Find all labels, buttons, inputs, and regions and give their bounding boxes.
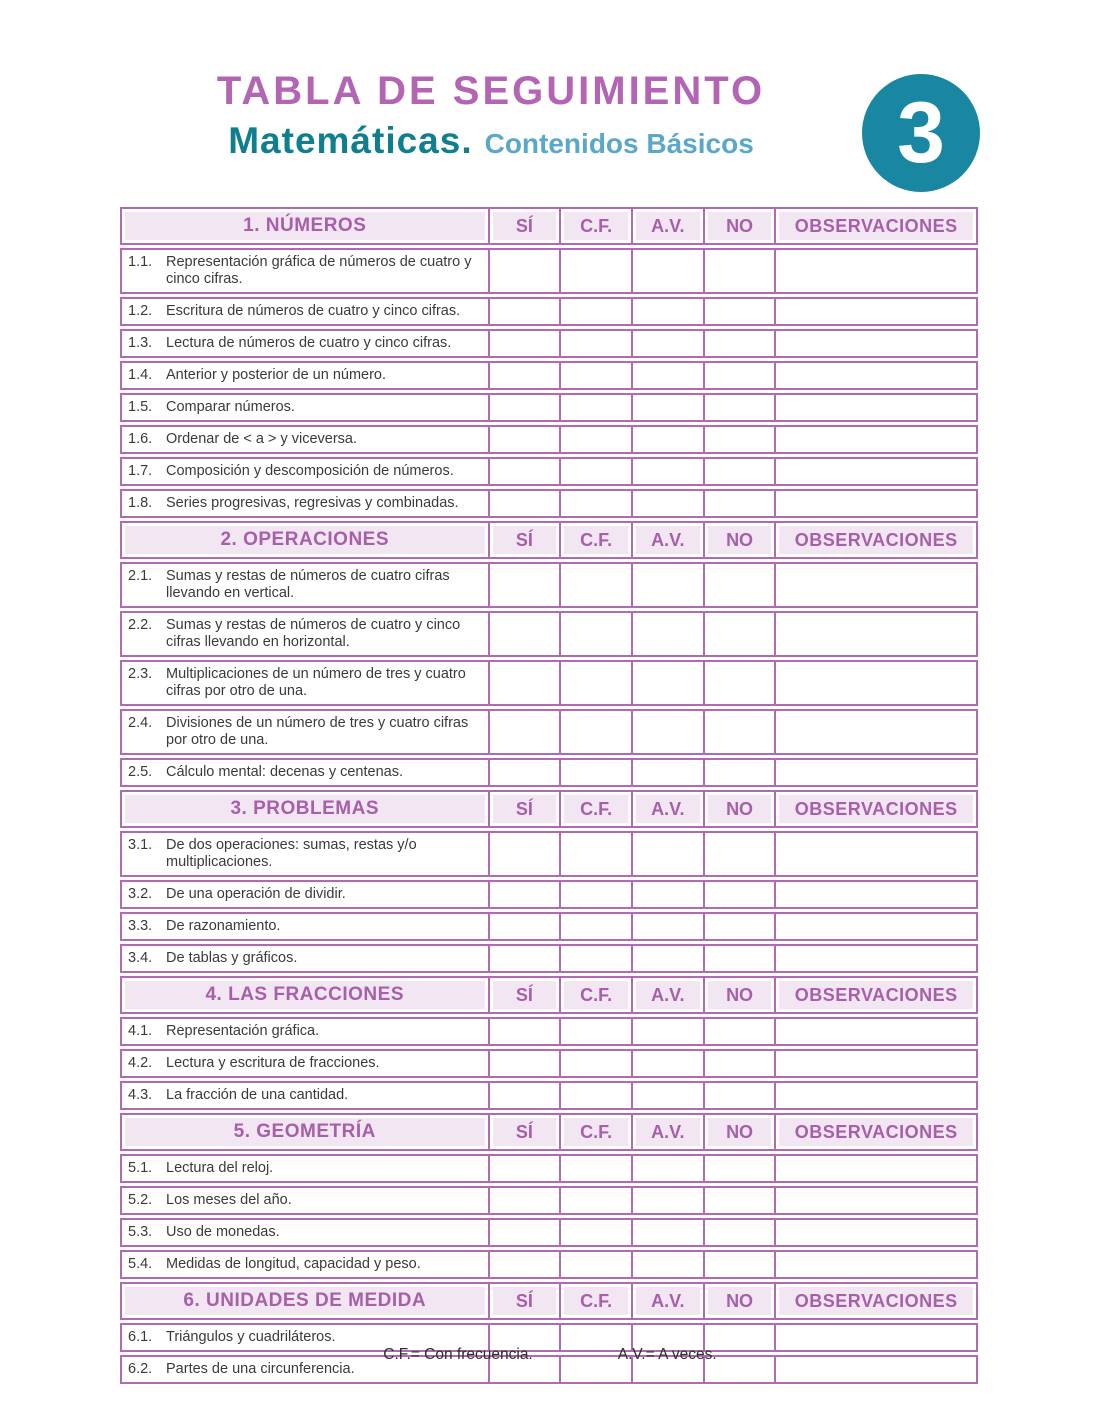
answer-cell-si[interactable] bbox=[488, 613, 560, 655]
answer-cell-cf[interactable] bbox=[559, 760, 631, 785]
column-header-si: SÍ bbox=[488, 523, 560, 557]
item-number: 2.4. bbox=[128, 715, 153, 731]
item-description-cell bbox=[122, 331, 488, 356]
item-text: Ordenar de < a > y viceversa. bbox=[166, 431, 358, 447]
answer-cell-no[interactable] bbox=[703, 1051, 775, 1076]
item-number: 6.1. bbox=[128, 1329, 153, 1345]
column-header-si: SÍ bbox=[488, 978, 560, 1012]
answer-cell-si[interactable] bbox=[488, 250, 560, 292]
item-text: Sumas y restas de números de cuatro y cinco cifras llevando en horizontal. bbox=[166, 617, 461, 650]
answer-cell-av[interactable] bbox=[631, 914, 703, 939]
column-header-observaciones: OBSERVACIONES bbox=[774, 523, 976, 557]
column-header-observaciones: OBSERVACIONES bbox=[774, 1115, 976, 1149]
item-text: Lectura de números de cuatro y cinco cifras. bbox=[166, 335, 452, 351]
observations-cell[interactable] bbox=[774, 395, 976, 420]
item-text: Divisiones de un número de tres y cuatro cifras por otro de una. bbox=[166, 715, 469, 748]
answer-cell-si[interactable] bbox=[488, 459, 560, 484]
answer-cell-av[interactable] bbox=[631, 250, 703, 292]
item-number: 4.3. bbox=[128, 1087, 153, 1103]
item-number: 3.4. bbox=[128, 950, 153, 966]
table-row bbox=[120, 1081, 978, 1110]
item-description-cell bbox=[122, 299, 488, 324]
observations-cell[interactable] bbox=[774, 662, 976, 704]
answer-cell-no[interactable] bbox=[703, 946, 775, 971]
item-text: La fracción de una cantidad. bbox=[166, 1087, 349, 1103]
item-number: 5.4. bbox=[128, 1256, 153, 1272]
answer-cell-av[interactable] bbox=[631, 363, 703, 388]
table-row bbox=[120, 425, 978, 454]
column-header-observaciones: OBSERVACIONES bbox=[774, 209, 976, 243]
answer-cell-av[interactable] bbox=[631, 613, 703, 655]
answer-cell-no[interactable] bbox=[703, 833, 775, 875]
answer-cell-si[interactable] bbox=[488, 882, 560, 907]
answer-cell-no[interactable] bbox=[703, 1019, 775, 1044]
item-text: Sumas y restas de números de cuatro cifras llevando en vertical. bbox=[166, 568, 450, 601]
observations-cell[interactable] bbox=[774, 1220, 976, 1245]
answer-cell-si[interactable] bbox=[488, 299, 560, 324]
item-text: Multiplicaciones de un número de tres y cuatro cifras por otro de una. bbox=[166, 666, 466, 699]
section-title-cell: 2. OPERACIONES bbox=[122, 523, 488, 557]
answer-cell-av[interactable] bbox=[631, 299, 703, 324]
table-row bbox=[120, 1017, 978, 1046]
answer-cell-no[interactable] bbox=[703, 491, 775, 516]
title-block bbox=[120, 68, 862, 170]
item-number: 5.1. bbox=[128, 1160, 153, 1176]
item-description-cell bbox=[122, 1252, 488, 1277]
answer-cell-no[interactable] bbox=[703, 250, 775, 292]
answer-cell-cf[interactable] bbox=[559, 250, 631, 292]
table-row bbox=[120, 1154, 978, 1183]
answer-cell-si[interactable] bbox=[488, 1220, 560, 1245]
item-description-cell bbox=[122, 882, 488, 907]
column-header-cf: C.F. bbox=[559, 792, 631, 826]
item-number: 1.1. bbox=[128, 254, 153, 270]
answer-cell-cf[interactable] bbox=[559, 564, 631, 606]
answer-cell-no[interactable] bbox=[703, 882, 775, 907]
answer-cell-si[interactable] bbox=[488, 395, 560, 420]
legend-av: A.V.= A veces. bbox=[617, 1346, 717, 1363]
item-number: 1.5. bbox=[128, 399, 153, 415]
table-row bbox=[120, 611, 978, 657]
table-row bbox=[120, 361, 978, 390]
answer-cell-cf[interactable] bbox=[559, 613, 631, 655]
column-header-av: A.V. bbox=[631, 209, 703, 243]
answer-cell-cf[interactable] bbox=[559, 331, 631, 356]
item-number: 4.2. bbox=[128, 1055, 153, 1071]
tracking-table bbox=[120, 207, 978, 1387]
column-header-si: SÍ bbox=[488, 1284, 560, 1318]
item-description-cell bbox=[122, 1156, 488, 1181]
item-description-cell bbox=[122, 459, 488, 484]
item-text: Medidas de longitud, capacidad y peso. bbox=[166, 1256, 421, 1272]
item-number: 1.4. bbox=[128, 367, 153, 383]
observations-cell[interactable] bbox=[774, 613, 976, 655]
answer-cell-av[interactable] bbox=[631, 491, 703, 516]
table-row bbox=[120, 831, 978, 877]
answer-cell-av[interactable] bbox=[631, 564, 703, 606]
item-number: 1.8. bbox=[128, 495, 153, 511]
answer-cell-av[interactable] bbox=[631, 946, 703, 971]
section-title-cell: 3. PROBLEMAS bbox=[122, 792, 488, 826]
level-badge: 3 bbox=[862, 74, 980, 192]
table-row bbox=[120, 248, 978, 294]
item-number: 4.1. bbox=[128, 1023, 153, 1039]
item-description-cell bbox=[122, 613, 488, 655]
table-row bbox=[120, 1250, 978, 1279]
column-header-av: A.V. bbox=[631, 523, 703, 557]
answer-cell-si[interactable] bbox=[488, 564, 560, 606]
answer-cell-si[interactable] bbox=[488, 1051, 560, 1076]
observations-cell[interactable] bbox=[774, 711, 976, 753]
item-text: Cálculo mental: decenas y centenas. bbox=[166, 764, 403, 780]
observations-cell[interactable] bbox=[774, 1252, 976, 1277]
answer-cell-no[interactable] bbox=[703, 459, 775, 484]
answer-cell-cf[interactable] bbox=[559, 1156, 631, 1181]
table-row bbox=[120, 660, 978, 706]
column-header-av: A.V. bbox=[631, 978, 703, 1012]
observations-cell[interactable] bbox=[774, 1188, 976, 1213]
item-text: Partes de una circunferencia. bbox=[166, 1361, 355, 1377]
answer-cell-si[interactable] bbox=[488, 1083, 560, 1108]
section-header-row bbox=[120, 521, 978, 559]
column-header-av: A.V. bbox=[631, 1115, 703, 1149]
answer-cell-no[interactable] bbox=[703, 363, 775, 388]
answer-cell-cf[interactable] bbox=[559, 1019, 631, 1044]
table-row bbox=[120, 758, 978, 787]
item-number: 3.2. bbox=[128, 886, 153, 902]
observations-cell[interactable] bbox=[774, 1019, 976, 1044]
table-row bbox=[120, 393, 978, 422]
table-row bbox=[120, 912, 978, 941]
column-header-no: NO bbox=[703, 209, 775, 243]
item-text: De una operación de dividir. bbox=[166, 886, 346, 902]
item-number: 2.3. bbox=[128, 666, 153, 682]
column-header-observaciones: OBSERVACIONES bbox=[774, 792, 976, 826]
answer-cell-av[interactable] bbox=[631, 1156, 703, 1181]
answer-cell-cf[interactable] bbox=[559, 427, 631, 452]
column-header-av: A.V. bbox=[631, 792, 703, 826]
observations-cell[interactable] bbox=[774, 491, 976, 516]
answer-cell-av[interactable] bbox=[631, 1083, 703, 1108]
answer-cell-cf[interactable] bbox=[559, 363, 631, 388]
answer-cell-cf[interactable] bbox=[559, 491, 631, 516]
column-header-cf: C.F. bbox=[559, 978, 631, 1012]
item-number: 1.7. bbox=[128, 463, 153, 479]
answer-cell-av[interactable] bbox=[631, 331, 703, 356]
page-header bbox=[120, 68, 980, 192]
answer-cell-no[interactable] bbox=[703, 1188, 775, 1213]
item-text: Anterior y posterior de un número. bbox=[166, 367, 387, 383]
table-row bbox=[120, 562, 978, 608]
answer-cell-no[interactable] bbox=[703, 427, 775, 452]
observations-cell[interactable] bbox=[774, 1083, 976, 1108]
observations-cell[interactable] bbox=[774, 331, 976, 356]
answer-cell-cf[interactable] bbox=[559, 662, 631, 704]
page-title: TABLA DE SEGUIMIENTO bbox=[216, 69, 766, 113]
column-header-si: SÍ bbox=[488, 209, 560, 243]
answer-cell-no[interactable] bbox=[703, 299, 775, 324]
answer-cell-cf[interactable] bbox=[559, 833, 631, 875]
item-description-cell bbox=[122, 564, 488, 606]
item-text: Lectura y escritura de fracciones. bbox=[166, 1055, 380, 1071]
table-row bbox=[120, 1218, 978, 1247]
table-row bbox=[120, 457, 978, 486]
answer-cell-av[interactable] bbox=[631, 760, 703, 785]
answer-cell-cf[interactable] bbox=[559, 914, 631, 939]
answer-cell-si[interactable] bbox=[488, 427, 560, 452]
column-header-observaciones: OBSERVACIONES bbox=[774, 978, 976, 1012]
section-title-cell: 5. GEOMETRÍA bbox=[122, 1115, 488, 1149]
section-header-row bbox=[120, 1282, 978, 1320]
item-number: 1.3. bbox=[128, 335, 153, 351]
footer-legend bbox=[120, 1346, 980, 1364]
item-text: Comparar números. bbox=[166, 399, 295, 415]
column-header-cf: C.F. bbox=[559, 523, 631, 557]
answer-cell-cf[interactable] bbox=[559, 711, 631, 753]
item-number: 1.6. bbox=[128, 431, 153, 447]
answer-cell-si[interactable] bbox=[488, 491, 560, 516]
item-text: Composición y descomposición de números. bbox=[166, 463, 454, 479]
item-text: Representación gráfica. bbox=[166, 1023, 320, 1039]
item-description-cell bbox=[122, 1019, 488, 1044]
item-description-cell bbox=[122, 427, 488, 452]
answer-cell-av[interactable] bbox=[631, 1188, 703, 1213]
item-text: Representación gráfica de números de cuatro y cinco cifras. bbox=[166, 254, 472, 287]
item-number: 5.2. bbox=[128, 1192, 153, 1208]
answer-cell-no[interactable] bbox=[703, 711, 775, 753]
item-description-cell bbox=[122, 363, 488, 388]
item-text: Escritura de números de cuatro y cinco cifras. bbox=[166, 303, 461, 319]
table-row bbox=[120, 1049, 978, 1078]
item-description-cell bbox=[122, 250, 488, 292]
subtitle-text: Contenidos Básicos bbox=[484, 128, 754, 159]
table-row bbox=[120, 1186, 978, 1215]
answer-cell-cf[interactable] bbox=[559, 946, 631, 971]
answer-cell-av[interactable] bbox=[631, 459, 703, 484]
table-row bbox=[120, 297, 978, 326]
item-description-cell bbox=[122, 1051, 488, 1076]
item-description-cell bbox=[122, 760, 488, 785]
item-number: 3.1. bbox=[128, 837, 153, 853]
answer-cell-no[interactable] bbox=[703, 613, 775, 655]
answer-cell-si[interactable] bbox=[488, 1019, 560, 1044]
answer-cell-cf[interactable] bbox=[559, 1252, 631, 1277]
answer-cell-no[interactable] bbox=[703, 760, 775, 785]
answer-cell-si[interactable] bbox=[488, 914, 560, 939]
answer-cell-cf[interactable] bbox=[559, 1051, 631, 1076]
item-number: 2.1. bbox=[128, 568, 153, 584]
answer-cell-si[interactable] bbox=[488, 833, 560, 875]
item-description-cell bbox=[122, 914, 488, 939]
answer-cell-no[interactable] bbox=[703, 331, 775, 356]
column-header-no: NO bbox=[703, 1284, 775, 1318]
answer-cell-cf[interactable] bbox=[559, 459, 631, 484]
table-row bbox=[120, 329, 978, 358]
answer-cell-av[interactable] bbox=[631, 427, 703, 452]
answer-cell-si[interactable] bbox=[488, 1156, 560, 1181]
answer-cell-no[interactable] bbox=[703, 914, 775, 939]
item-text: De dos operaciones: sumas, restas y/o multiplicaciones. bbox=[166, 837, 417, 870]
item-number: 6.2. bbox=[128, 1361, 153, 1377]
column-header-si: SÍ bbox=[488, 1115, 560, 1149]
item-number: 2.5. bbox=[128, 764, 153, 780]
item-number: 5.3. bbox=[128, 1224, 153, 1240]
observations-cell[interactable] bbox=[774, 250, 976, 292]
column-header-cf: C.F. bbox=[559, 1115, 631, 1149]
answer-cell-si[interactable] bbox=[488, 363, 560, 388]
answer-cell-av[interactable] bbox=[631, 395, 703, 420]
column-header-av: A.V. bbox=[631, 1284, 703, 1318]
item-number: 1.2. bbox=[128, 303, 153, 319]
column-header-no: NO bbox=[703, 523, 775, 557]
answer-cell-no[interactable] bbox=[703, 1252, 775, 1277]
item-number: 2.2. bbox=[128, 617, 153, 633]
item-description-cell bbox=[122, 1188, 488, 1213]
table-row bbox=[120, 880, 978, 909]
observations-cell[interactable] bbox=[774, 946, 976, 971]
section-header-row bbox=[120, 976, 978, 1014]
column-header-no: NO bbox=[703, 978, 775, 1012]
subject-title: Matemáticas. bbox=[228, 120, 473, 161]
answer-cell-av[interactable] bbox=[631, 1051, 703, 1076]
answer-cell-no[interactable] bbox=[703, 1156, 775, 1181]
item-text: De tablas y gráficos. bbox=[166, 950, 298, 966]
item-description-cell bbox=[122, 662, 488, 704]
item-description-cell bbox=[122, 946, 488, 971]
section-header-row bbox=[120, 1113, 978, 1151]
answer-cell-av[interactable] bbox=[631, 833, 703, 875]
legend-cf: C.F.= Con frecuencia. bbox=[383, 1346, 533, 1363]
item-text: Triángulos y cuadriláteros. bbox=[166, 1329, 336, 1345]
observations-cell[interactable] bbox=[774, 299, 976, 324]
observations-cell[interactable] bbox=[774, 1156, 976, 1181]
item-text: Los meses del año. bbox=[166, 1192, 292, 1208]
item-description-cell bbox=[122, 1083, 488, 1108]
item-description-cell bbox=[122, 491, 488, 516]
answer-cell-cf[interactable] bbox=[559, 1083, 631, 1108]
column-header-cf: C.F. bbox=[559, 1284, 631, 1318]
answer-cell-cf[interactable] bbox=[559, 299, 631, 324]
table-row bbox=[120, 709, 978, 755]
item-description-cell bbox=[122, 711, 488, 753]
section-header-row bbox=[120, 790, 978, 828]
observations-cell[interactable] bbox=[774, 564, 976, 606]
answer-cell-si[interactable] bbox=[488, 760, 560, 785]
item-description-cell bbox=[122, 395, 488, 420]
answer-cell-no[interactable] bbox=[703, 395, 775, 420]
item-text: Lectura del reloj. bbox=[166, 1160, 274, 1176]
answer-cell-cf[interactable] bbox=[559, 882, 631, 907]
table-row bbox=[120, 944, 978, 973]
answer-cell-si[interactable] bbox=[488, 1252, 560, 1277]
answer-cell-no[interactable] bbox=[703, 1220, 775, 1245]
item-text: Series progresivas, regresivas y combinadas. bbox=[166, 495, 459, 511]
observations-cell[interactable] bbox=[774, 427, 976, 452]
answer-cell-si[interactable] bbox=[488, 711, 560, 753]
section-header-row bbox=[120, 207, 978, 245]
item-description-cell bbox=[122, 1220, 488, 1245]
answer-cell-si[interactable] bbox=[488, 946, 560, 971]
answer-cell-av[interactable] bbox=[631, 1019, 703, 1044]
observations-cell[interactable] bbox=[774, 914, 976, 939]
table-row bbox=[120, 489, 978, 518]
column-header-cf: C.F. bbox=[559, 209, 631, 243]
item-text: Uso de monedas. bbox=[166, 1224, 280, 1240]
column-header-observaciones: OBSERVACIONES bbox=[774, 1284, 976, 1318]
column-header-no: NO bbox=[703, 792, 775, 826]
answer-cell-si[interactable] bbox=[488, 331, 560, 356]
answer-cell-no[interactable] bbox=[703, 564, 775, 606]
observations-cell[interactable] bbox=[774, 760, 976, 785]
answer-cell-no[interactable] bbox=[703, 1083, 775, 1108]
observations-cell[interactable] bbox=[774, 882, 976, 907]
observations-cell[interactable] bbox=[774, 1051, 976, 1076]
answer-cell-si[interactable] bbox=[488, 1188, 560, 1213]
answer-cell-av[interactable] bbox=[631, 711, 703, 753]
answer-cell-cf[interactable] bbox=[559, 1188, 631, 1213]
observations-cell[interactable] bbox=[774, 363, 976, 388]
answer-cell-cf[interactable] bbox=[559, 1220, 631, 1245]
section-title-cell: 1. NÚMEROS bbox=[122, 209, 488, 243]
section-title-cell: 4. LAS FRACCIONES bbox=[122, 978, 488, 1012]
answer-cell-si[interactable] bbox=[488, 662, 560, 704]
section-title-cell: 6. UNIDADES DE MEDIDA bbox=[122, 1284, 488, 1318]
answer-cell-av[interactable] bbox=[631, 662, 703, 704]
item-number: 3.3. bbox=[128, 918, 153, 934]
item-text: De razonamiento. bbox=[166, 918, 281, 934]
answer-cell-cf[interactable] bbox=[559, 395, 631, 420]
page-subtitle-line bbox=[120, 120, 862, 170]
column-header-si: SÍ bbox=[488, 792, 560, 826]
observations-cell[interactable] bbox=[774, 833, 976, 875]
answer-cell-av[interactable] bbox=[631, 1252, 703, 1277]
answer-cell-av[interactable] bbox=[631, 1220, 703, 1245]
answer-cell-no[interactable] bbox=[703, 662, 775, 704]
column-header-no: NO bbox=[703, 1115, 775, 1149]
answer-cell-av[interactable] bbox=[631, 882, 703, 907]
item-description-cell bbox=[122, 833, 488, 875]
observations-cell[interactable] bbox=[774, 459, 976, 484]
